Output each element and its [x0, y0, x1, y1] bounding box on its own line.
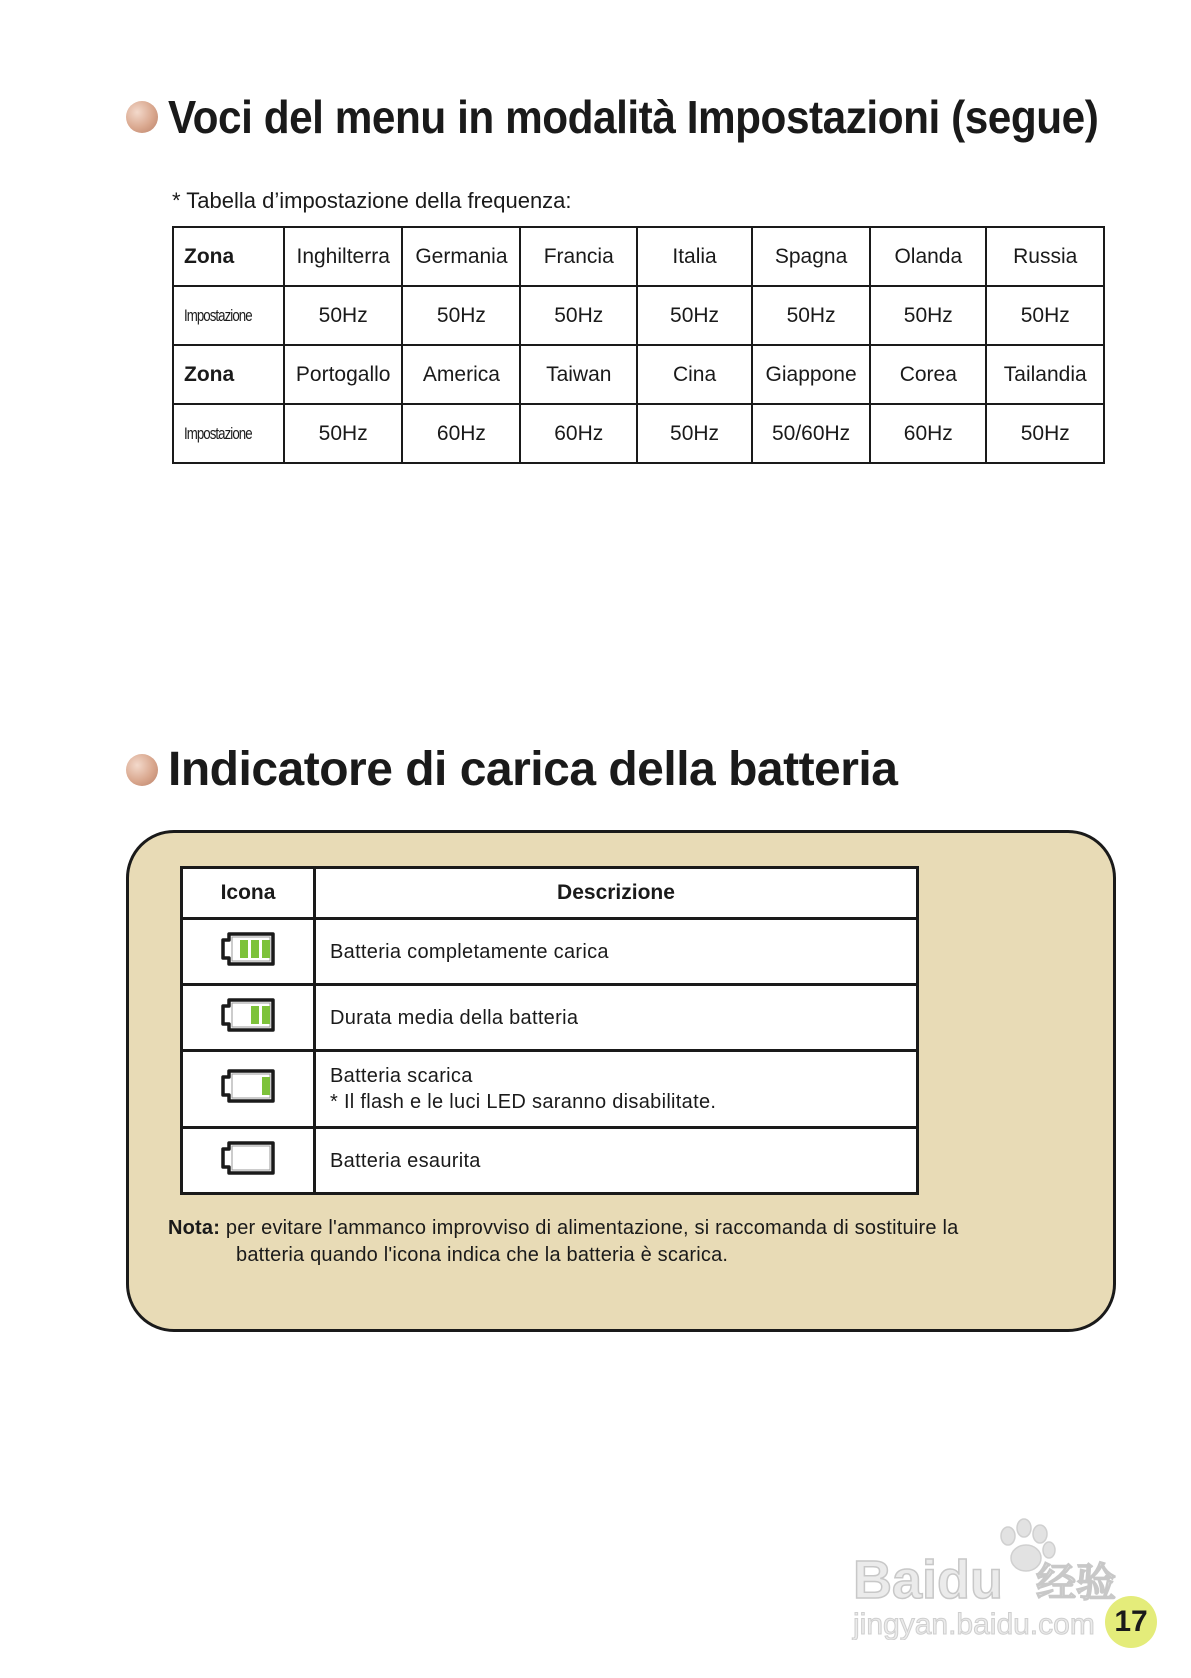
- description-cell: [315, 1051, 918, 1128]
- description-cell: [315, 919, 918, 985]
- row-label-impostazione: [173, 404, 284, 463]
- zone-cell: Russia: [986, 227, 1104, 286]
- battery-row: [182, 919, 918, 985]
- zone-cell: Giappone: [752, 345, 870, 404]
- description-cell: [315, 1128, 918, 1194]
- section-title-battery: [126, 742, 897, 797]
- zone-cell: Portogallo: [284, 345, 402, 404]
- frequency-cell: 50Hz: [637, 286, 752, 345]
- row-label-text: Impostazione: [184, 423, 252, 443]
- note-text-line1: per evitare l'ammanco improvviso di alimentazione, si raccomanda di sostituire la: [225, 1217, 959, 1239]
- icon-cell: [182, 1051, 315, 1128]
- row-label-text: Impostazione: [184, 305, 252, 325]
- zone-cell: Tailandia: [986, 345, 1104, 404]
- note-text-line2: batteria quando l'icona indica che la batteria è scarica.: [236, 1244, 729, 1266]
- page-number: 17: [1105, 1596, 1157, 1648]
- watermark-url: jingyan.baidu.com: [853, 1608, 1095, 1640]
- frequency-table-caption: * Tabella d’impostazione della frequenza:: [172, 188, 572, 213]
- column-header-icon: Icona: [182, 868, 315, 919]
- frequency-table: [172, 226, 1105, 464]
- battery-level-bar: [240, 940, 248, 958]
- battery-row: [182, 1051, 918, 1128]
- row-label-zona: Zona: [173, 227, 284, 286]
- zone-cell: Germania: [402, 227, 520, 286]
- heading-text: Indicatore di carica della batteria: [168, 743, 898, 796]
- battery-full-icon: [219, 931, 277, 967]
- frequency-cell: 60Hz: [870, 404, 986, 463]
- battery-level-bar: [262, 1077, 270, 1095]
- frequency-cell: 50Hz: [402, 286, 520, 345]
- description-text: * Il flash e le luci LED saranno disabilitate.: [330, 1091, 717, 1113]
- setting-row: [173, 404, 1104, 463]
- icon-cell: [182, 985, 315, 1051]
- note-label: Nota:: [168, 1217, 221, 1239]
- zone-cell: Inghilterra: [284, 227, 402, 286]
- icon-cell: [182, 1128, 315, 1194]
- setting-row: [173, 286, 1104, 345]
- frequency-cell: 50Hz: [752, 286, 870, 345]
- frequency-cell: 50Hz: [986, 286, 1104, 345]
- zone-cell: Corea: [870, 345, 986, 404]
- icon-cell: [182, 919, 315, 985]
- battery-row: [182, 1128, 918, 1194]
- watermark-cn: 经验: [1036, 1560, 1116, 1606]
- frequency-cell: 50Hz: [284, 286, 402, 345]
- battery-level-bar: [251, 1006, 259, 1024]
- bullet-icon: [126, 754, 158, 786]
- watermark-brand: Baidu: [853, 1550, 1004, 1610]
- zone-cell: Francia: [520, 227, 637, 286]
- frequency-cell: 50Hz: [986, 404, 1104, 463]
- row-label-zona: Zona: [173, 345, 284, 404]
- zone-cell: Spagna: [752, 227, 870, 286]
- battery-indicator-table: [180, 866, 919, 1195]
- description-text: Batteria esaurita: [330, 1149, 481, 1172]
- description-cell: [315, 985, 918, 1051]
- zone-cell: Olanda: [870, 227, 986, 286]
- frequency-cell: 50Hz: [284, 404, 402, 463]
- frequency-cell: 50Hz: [637, 404, 752, 463]
- zone-cell: Cina: [637, 345, 752, 404]
- zone-row: [173, 227, 1104, 286]
- row-label-impostazione: [173, 286, 284, 345]
- battery-empty-icon: [219, 1140, 277, 1176]
- description-text: Batteria completamente carica: [330, 940, 609, 963]
- battery-level-bar: [262, 1006, 270, 1024]
- zone-cell: Italia: [637, 227, 752, 286]
- frequency-cell: 60Hz: [520, 404, 637, 463]
- frequency-cell: 50Hz: [520, 286, 637, 345]
- zone-cell: America: [402, 345, 520, 404]
- battery-medium-icon: [219, 997, 277, 1033]
- bullet-icon: [126, 101, 158, 133]
- battery-row: [182, 985, 918, 1051]
- section-title-settings: [126, 90, 1179, 144]
- description-text: Durata media della batteria: [330, 1006, 579, 1029]
- heading-text: Voci del menu in modalità Impostazioni (segue): [168, 91, 1099, 143]
- frequency-cell: 60Hz: [402, 404, 520, 463]
- description-text: Batteria scarica: [330, 1065, 473, 1087]
- battery-level-bar: [262, 940, 270, 958]
- frequency-cell: 50/60Hz: [752, 404, 870, 463]
- battery-note: [168, 1215, 1068, 1269]
- battery-level-bar: [251, 940, 259, 958]
- frequency-cell: 50Hz: [870, 286, 986, 345]
- zone-cell: Taiwan: [520, 345, 637, 404]
- battery-low-icon: [219, 1068, 277, 1104]
- zone-row: [173, 345, 1104, 404]
- column-header-description: Descrizione: [315, 868, 918, 919]
